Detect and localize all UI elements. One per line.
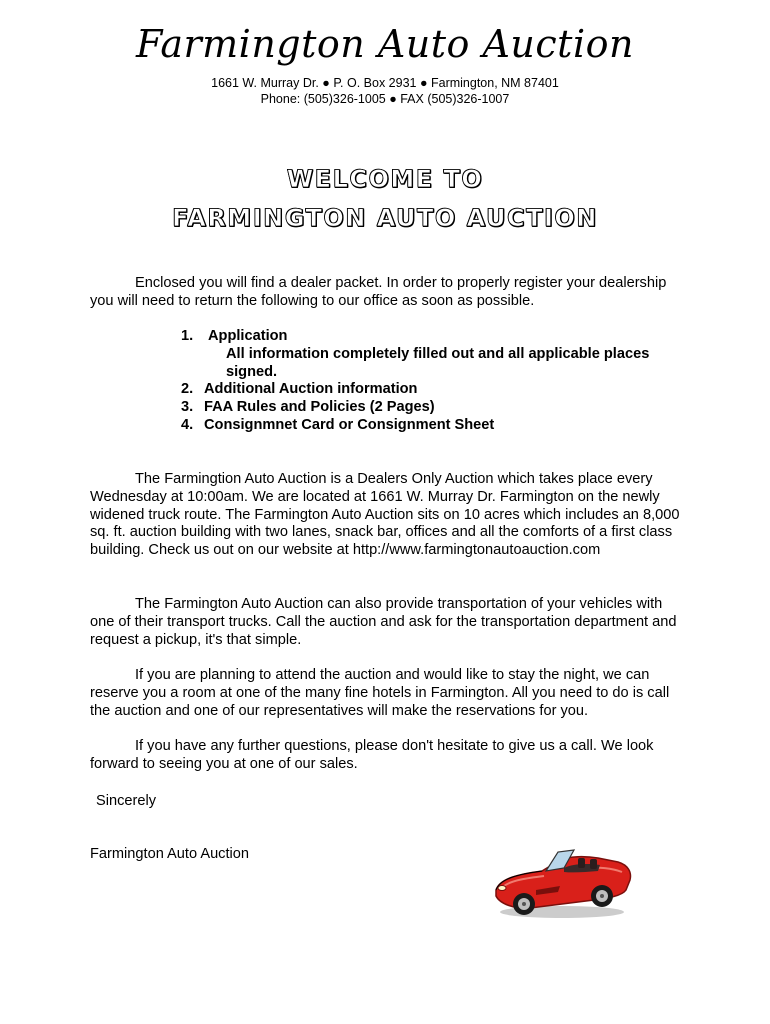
- letterhead-address: 1661 W. Murray Dr. ● P. O. Box 2931 ● Farmington, NM 87401: [211, 76, 559, 90]
- list-item-number: 3.: [181, 399, 194, 416]
- welcome-heading-line-1: WELCOME TO: [286, 165, 484, 193]
- list-item-text: FAA Rules and Policies (2 Pages): [204, 399, 435, 416]
- requirements-list: [181, 328, 681, 435]
- list-item-number: 2.: [181, 381, 194, 398]
- list-item-subtext: All information completely filled out and all applicable places signed.: [226, 345, 650, 380]
- list-item: [181, 417, 681, 435]
- transport-paragraph: The Farmington Auto Auction can also provide transportation of your vehicles with one of their transport trucks. Call the auction and ask for the transportation department and request a pickup, it's that simple.: [90, 596, 677, 648]
- list-item-text: Consignmnet Card or Consignment Sheet: [204, 416, 495, 433]
- hotel-paragraph: If you are planning to attend the auction and would like to stay the night, we can reserve you a room at one of the many fine hotels in Farmington. All you need to do is call the auction and one of our representatives will make the reservations for you.: [90, 667, 670, 719]
- list-item-number: 1.: [181, 328, 194, 344]
- letterhead-phone: Phone: (505)326-1005 ● FAX (505)326-1007: [260, 92, 510, 106]
- list-item-text: Application: [208, 328, 288, 344]
- list-item-text: Additional Auction information: [204, 381, 418, 398]
- list-item: [181, 381, 681, 399]
- letterhead-title: Farmington Auto Auction: [136, 22, 634, 66]
- list-item-number: 4.: [181, 416, 194, 433]
- questions-paragraph: If you have any further questions, please don't hesitate to give us a call. We look forward to seeing you at one of our sales.: [90, 738, 654, 772]
- list-item: [181, 399, 681, 417]
- auction-info-paragraph: The Farmingtion Auto Auction is a Dealers Only Auction which takes place every Wednesday at 10:00am. We are located at 1661 W. Murray Dr. Farmington on the newly widened truck route. The Farmington Auto Auction sits on 10 acres which includes an 8,000 sq. ft. auction building with two lanes, snack bar, offices and all the comforts of a first class building. Check us out on our website at http://www.farmingtonautoauction.com: [90, 471, 680, 559]
- signature: Farmington Auto Auction: [90, 846, 250, 862]
- intro-paragraph: Enclosed you will find a dealer packet. In order to properly register your dealership you will need to return the following to our office as soon as possible.: [90, 275, 667, 309]
- welcome-heading-line-2: FARMINGTON AUTO AUCTION: [172, 204, 598, 232]
- list-item: [181, 328, 681, 381]
- red-convertible-car-icon: [490, 838, 635, 920]
- closing-salutation: Sincerely: [96, 793, 157, 809]
